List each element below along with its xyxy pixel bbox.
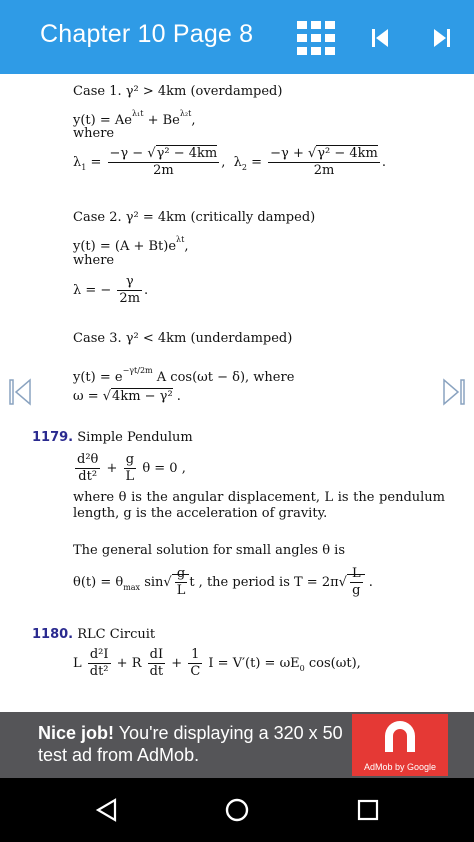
admob-icon	[352, 714, 448, 760]
item-1180-equation: L $\frac{\text{d²I}}{\text{dt²}}$ + R $\frac{dI}{dt}$ + $\frac{1}{C}$ $I = V'(t) = \omega E_0$ cos(ωt),	[73, 647, 361, 679]
case1-lambda1: $\lambda_1$ = $\frac{\text{−γ − √γ² − 4km}}{2m}$ , $\lambda_2$ = $\frac{\text{−γ + √γ² − 4km}}{2m}$ .	[73, 146, 387, 178]
skip-previous-button[interactable]	[360, 18, 400, 58]
page-title: Chapter 10 Page 8	[40, 20, 254, 48]
recents-button[interactable]	[348, 792, 388, 828]
item-1179-number: 1179.	[32, 430, 74, 445]
case2-where: where	[73, 253, 115, 268]
skip-previous-icon	[370, 28, 390, 48]
page-next-button[interactable]	[440, 378, 466, 406]
item-1180-number: 1180.	[32, 627, 74, 642]
case3-heading: Case 3. γ² < 4km (underdamped)	[73, 331, 293, 346]
page-next-icon	[440, 378, 466, 406]
case1-where: where	[73, 126, 115, 141]
grid-menu-icon	[297, 21, 335, 55]
home-button[interactable]	[217, 792, 257, 828]
case2-lambda: λ = − $\frac{\gamma}{2m}$ .	[73, 274, 149, 306]
skip-next-icon	[432, 28, 452, 48]
case2-equation: $y(t) = (A + Bt)e^{\lambda t}$,	[73, 235, 189, 254]
item-1179-equation: $\frac{\text{d²θ}}{\text{dt²}}$ + $\frac{g}{L}$ θ = 0 ,	[77, 452, 186, 484]
case1-heading: Case 1. γ² > 4km (overdamped)	[73, 84, 283, 99]
case3-equation: $y(t) = e^{-\gamma t/2m}$ A cos(ωt − δ), where	[73, 366, 295, 385]
case3-omega: ω = √4km − γ² .	[73, 389, 181, 404]
page-prev-icon	[8, 378, 34, 406]
case1-equation: $y(t) = Ae^{\lambda_1t} + Be^{\lambda_2t}$,	[73, 109, 196, 128]
back-button[interactable]	[86, 792, 126, 828]
home-circle-icon	[224, 797, 250, 823]
item-1180-header	[32, 627, 155, 643]
ad-message: You're displaying a 320 x 50 test ad from AdMob.	[38, 723, 343, 765]
item-1179-title: Simple Pendulum	[77, 430, 193, 445]
item-1179-description: where θ is the angular displacement, L is the pendulum length, g is the acceleration of gravity.	[73, 490, 445, 521]
ad-text	[38, 722, 358, 766]
recents-square-icon	[357, 799, 379, 821]
item-1179-header	[32, 430, 193, 446]
item-1179-solution: $\theta(t) = \theta_{max}$ sin√ $\frac{g}{L}$ t , the period is T = 2π√ $\frac{L}{g}$ .	[73, 566, 373, 598]
grid-menu-button[interactable]	[296, 18, 336, 58]
ad-bold: Nice job!	[38, 723, 115, 743]
item-1180-title: RLC Circuit	[77, 627, 156, 642]
item-1179-general: The general solution for small angles θ is	[73, 543, 346, 558]
admob-brand-label: AdMob by Google	[363, 762, 437, 772]
skip-next-button[interactable]	[422, 18, 462, 58]
case2-heading: Case 2. γ² = 4km (critically damped)	[73, 210, 316, 225]
page-prev-button[interactable]	[8, 378, 34, 406]
back-triangle-icon	[95, 798, 117, 822]
